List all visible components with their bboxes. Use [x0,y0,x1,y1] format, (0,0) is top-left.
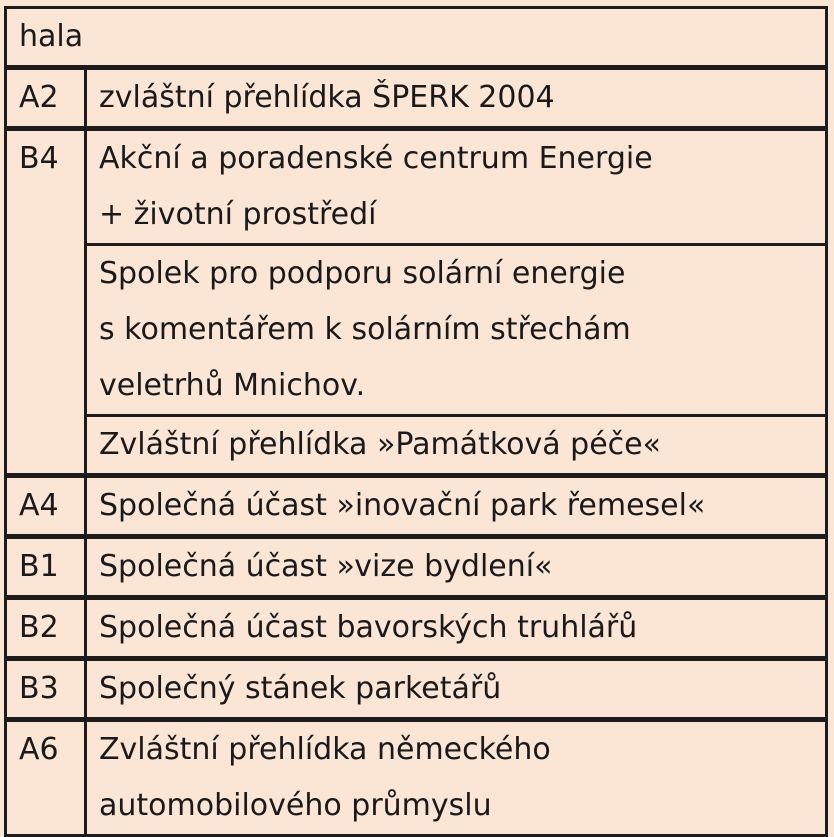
table-header-row [6,8,827,68]
entry-line: s komentářem k solárním střechám [99,312,631,347]
hall-table [4,6,828,837]
entry-line: veletrhů Mnichov. [99,368,366,403]
table-row [6,598,827,659]
table-row [6,659,827,720]
table-row [6,68,827,129]
hall-code: B4 [6,129,86,476]
entry-line: Společný stánek parketářů [99,671,502,706]
entry-cell [86,245,827,416]
hall-code: B1 [6,537,86,598]
entry-line: Společná účast bavorských truhlářů [99,610,638,645]
entry-cell [86,68,827,129]
entry-line: Společná účast »inovační park řemesel« [99,488,706,523]
entry-line: Zvláštní přehlídka »Památková péče« [99,427,661,462]
table-subrow [6,245,827,416]
entry-line: automobilového průmyslu [99,788,492,823]
entry-line: Zvláštní přehlídka německého [99,732,551,767]
table-row [6,476,827,537]
entry-line: Společná účast »vize bydlení« [99,549,553,584]
table-subrow [6,416,827,476]
header-cell: hala [6,8,827,68]
hall-code: A6 [6,720,86,836]
entry-line: zvláštní přehlídka ŠPERK 2004 [99,80,555,115]
hall-code: B3 [6,659,86,720]
entry-cell [86,476,827,537]
entry-cell [86,659,827,720]
entry-line: Akční a poradenské centrum Energie [99,141,653,176]
entry-cell [86,537,827,598]
entry-cell [86,416,827,476]
entry-cell [86,720,827,836]
table-row [6,720,827,836]
hall-code: B2 [6,598,86,659]
entry-cell [86,129,827,245]
entry-line: + životní prostředí [99,197,377,232]
table-row [6,129,827,245]
entry-cell [86,598,827,659]
hall-code: A4 [6,476,86,537]
hall-code: A2 [6,68,86,129]
table-row [6,537,827,598]
entry-line: Spolek pro podporu solární energie [99,256,626,291]
